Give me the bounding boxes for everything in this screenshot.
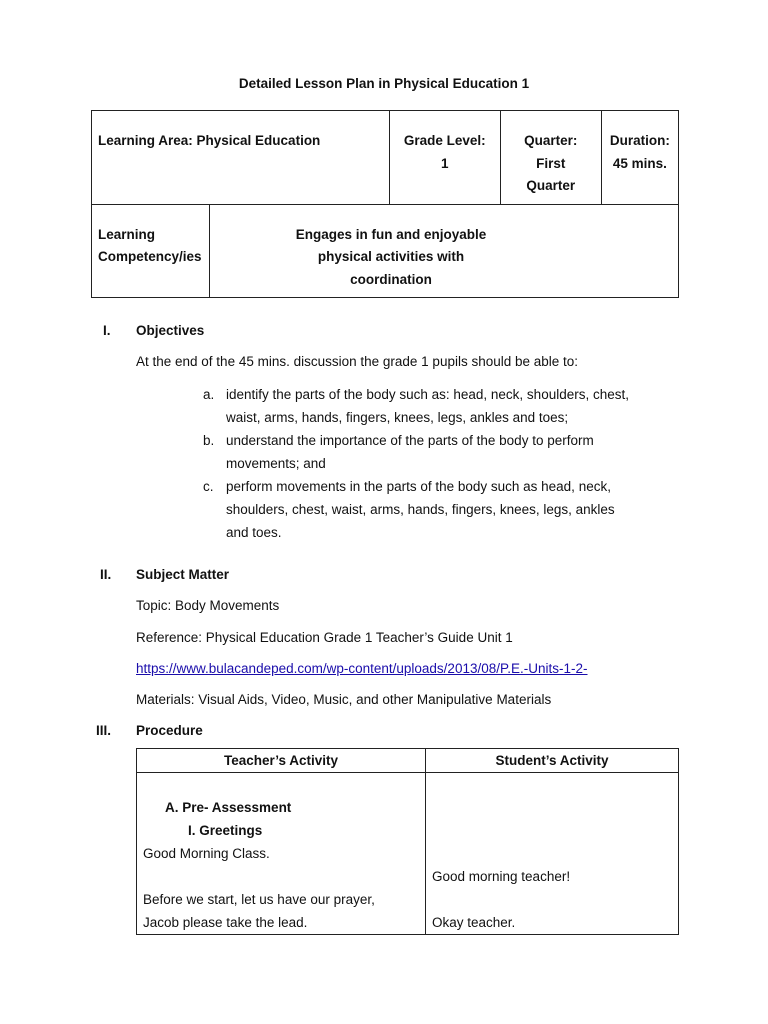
pre-assessment-heading: A. Pre- Assessment: [165, 800, 292, 815]
objective-b-line2: movements; and: [226, 456, 326, 471]
quarter-value-first: First: [536, 155, 566, 171]
objective-item-a: [203, 383, 683, 429]
learning-area-cell: [92, 111, 390, 205]
objective-mark-b: b.: [203, 433, 215, 448]
objectives-intro: At the end of the 45 mins. discussion the grade 1 pupils should be able to:: [136, 354, 579, 369]
objective-a-line1: identify the parts of the body such as: head, neck, shoulders, chest,: [226, 387, 629, 402]
materials-text: Materials: Visual Aids, Video, Music, and other Manipulative Materials: [136, 692, 552, 707]
topic-text: Topic: Body Movements: [136, 598, 280, 613]
teacher-line-1: Good Morning Class.: [143, 846, 270, 861]
procedure-heading: Procedure: [136, 723, 203, 738]
student-activity-header: Student’s Activity: [426, 749, 679, 773]
competency-label-line2: Competency/ies: [98, 249, 202, 264]
student-line-1: Good morning teacher!: [432, 869, 571, 884]
procedure-table: [136, 748, 679, 935]
objective-a-line2: waist, arms, hands, fingers, knees, legs, ankles and toes;: [226, 410, 569, 425]
teacher-activity-cell: [137, 773, 426, 935]
competency-label-line1: Learning: [98, 226, 156, 242]
grade-level-label: Grade Level:: [403, 133, 486, 148]
competency-label-cell: [92, 204, 210, 298]
objective-c-line1: perform movements in the parts of the body such as head, neck,: [226, 479, 611, 494]
competency-text-cell: [210, 204, 679, 298]
quarter-value-quarter: Quarter: [526, 178, 576, 193]
objective-c-line3: and toes.: [226, 525, 282, 540]
student-activity-cell: [426, 773, 679, 935]
quarter-cell: [500, 111, 601, 205]
objective-c-line2: shoulders, chest, waist, arms, hands, fingers, knees, legs, ankles: [226, 502, 615, 517]
competency-text-line3: coordination: [350, 271, 432, 287]
objectives-list: [203, 383, 683, 544]
duration-label: Duration:: [609, 133, 670, 148]
teacher-line-3: Jacob please take the lead.: [143, 915, 308, 930]
objective-b-line1: understand the importance of the parts of the body to perform: [226, 433, 594, 448]
objectives-heading: Objectives: [136, 323, 205, 338]
objective-item-c: [203, 475, 683, 544]
teacher-line-2: Before we start, let us have our prayer,: [143, 892, 375, 907]
grade-level-value: 1: [441, 155, 449, 171]
duration-cell: [601, 111, 678, 205]
reference-text: Reference: Physical Education Grade 1 Teacher’s Guide Unit 1: [136, 630, 513, 645]
greetings-heading: I. Greetings: [188, 823, 263, 838]
lesson-header-table: [91, 110, 679, 298]
subject-matter-numeral: II.: [100, 567, 112, 582]
teacher-activity-header: Teacher’s Activity: [137, 749, 426, 773]
competency-text-line1: Engages in fun and enjoyable: [295, 226, 487, 242]
grade-level-cell: [389, 111, 500, 205]
duration-value: 45 mins.: [612, 155, 667, 171]
subject-matter-heading: Subject Matter: [136, 567, 230, 582]
objective-item-b: [203, 429, 683, 475]
student-line-2: Okay teacher.: [432, 915, 516, 930]
procedure-numeral: III.: [96, 723, 112, 738]
objective-mark-c: c.: [203, 479, 214, 494]
reference-link[interactable]: https://www.bulacandeped.com/wp-content/uploads/2013/08/P.E.-Units-1-2-: [136, 661, 588, 676]
quarter-label: Quarter:: [524, 133, 578, 148]
document-title: Detailed Lesson Plan in Physical Education 1: [238, 76, 530, 91]
objectives-numeral: I.: [103, 323, 111, 338]
competency-text-line2: physical activities with: [317, 249, 465, 264]
learning-area: Learning Area: Physical Education: [98, 133, 321, 148]
objective-mark-a: a.: [203, 387, 215, 402]
